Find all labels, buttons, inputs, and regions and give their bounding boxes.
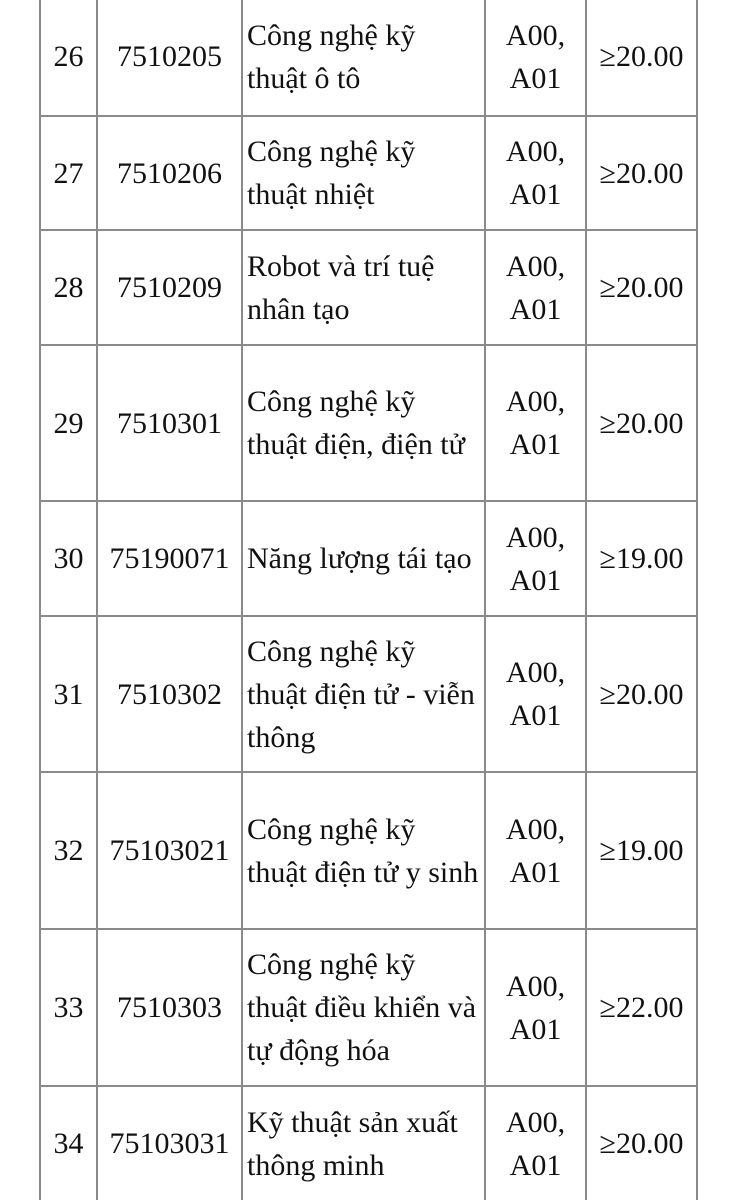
row-number: 32 (40, 772, 97, 929)
table-body (40, 0, 697, 1200)
combo-line-1: A00, (505, 520, 566, 554)
subject-combination (485, 345, 586, 501)
subject-combination (485, 0, 586, 116)
min-score: ≥20.00 (586, 345, 697, 501)
combo-line-1: A00, (505, 385, 566, 418)
table-row (40, 772, 697, 929)
major-code: 7510209 (97, 230, 242, 345)
combo-line-2: A01 (509, 563, 562, 597)
table-row (40, 929, 697, 1086)
combo-line-1: A00, (505, 18, 566, 52)
major-code: 7510303 (97, 929, 242, 1086)
major-name: Kỹ thuật sản xuất thông minh (242, 1086, 485, 1200)
combo-line-2: A01 (509, 699, 562, 732)
subject-combination (485, 616, 586, 772)
combo-line-2: A01 (509, 178, 562, 211)
combo-line-2: A01 (509, 292, 562, 326)
major-name: Công nghệ kỹ thuật ô tô (242, 0, 485, 116)
min-score: ≥20.00 (586, 616, 697, 772)
row-number: 26 (40, 0, 97, 116)
row-number: 31 (40, 616, 97, 772)
admissions-table (39, 0, 698, 1200)
table-row (40, 0, 697, 116)
row-number: 29 (40, 345, 97, 501)
major-code: 75190071 (97, 501, 242, 616)
subject-combination (485, 116, 586, 230)
major-name: Công nghệ kỹ thuật điện, điện tử (242, 345, 485, 501)
table-row (40, 230, 697, 345)
major-code: 7510301 (97, 345, 242, 501)
row-number: 34 (40, 1086, 97, 1200)
min-score: ≥20.00 (586, 0, 697, 116)
combo-line-2: A01 (509, 61, 562, 95)
table-row (40, 616, 697, 772)
table-row (40, 1086, 697, 1200)
min-score: ≥22.00 (586, 929, 697, 1086)
table-row (40, 116, 697, 230)
min-score: ≥20.00 (586, 230, 697, 345)
min-score: ≥20.00 (586, 116, 697, 230)
combo-line-1: A00, (505, 1105, 566, 1139)
major-code: 7510205 (97, 0, 242, 116)
subject-combination (485, 230, 586, 345)
subject-combination (485, 1086, 586, 1200)
combo-line-2: A01 (509, 1148, 562, 1182)
major-name: Công nghệ kỹ thuật điện tử y sinh (242, 772, 485, 929)
row-number: 27 (40, 116, 97, 230)
subject-combination (485, 929, 586, 1086)
table-row (40, 345, 697, 501)
combo-line-1: A00, (505, 656, 566, 689)
subject-combination (485, 501, 586, 616)
combo-line-2: A01 (509, 855, 562, 889)
combo-line-1: A00, (505, 812, 566, 846)
major-name: Robot và trí tuệ nhân tạo (242, 230, 485, 345)
major-name: Công nghệ kỹ thuật điều khiển và tự động hóa (242, 929, 485, 1086)
major-code: 75103021 (97, 772, 242, 929)
combo-line-2: A01 (509, 1012, 562, 1046)
combo-line-1: A00, (505, 135, 566, 168)
major-name: Công nghệ kỹ thuật nhiệt (242, 116, 485, 230)
major-code: 7510206 (97, 116, 242, 230)
table-row (40, 501, 697, 616)
min-score: ≥19.00 (586, 501, 697, 616)
major-code: 7510302 (97, 616, 242, 772)
combo-line-1: A00, (505, 249, 566, 283)
row-number: 28 (40, 230, 97, 345)
min-score: ≥19.00 (586, 772, 697, 929)
major-name: Công nghệ kỹ thuật điện tử - viễn thông (242, 616, 485, 772)
row-number: 30 (40, 501, 97, 616)
combo-line-2: A01 (509, 428, 562, 461)
row-number: 33 (40, 929, 97, 1086)
combo-line-1: A00, (505, 969, 566, 1003)
major-name: Năng lượng tái tạo (242, 501, 485, 616)
subject-combination (485, 772, 586, 929)
min-score: ≥20.00 (586, 1086, 697, 1200)
major-code: 75103031 (97, 1086, 242, 1200)
